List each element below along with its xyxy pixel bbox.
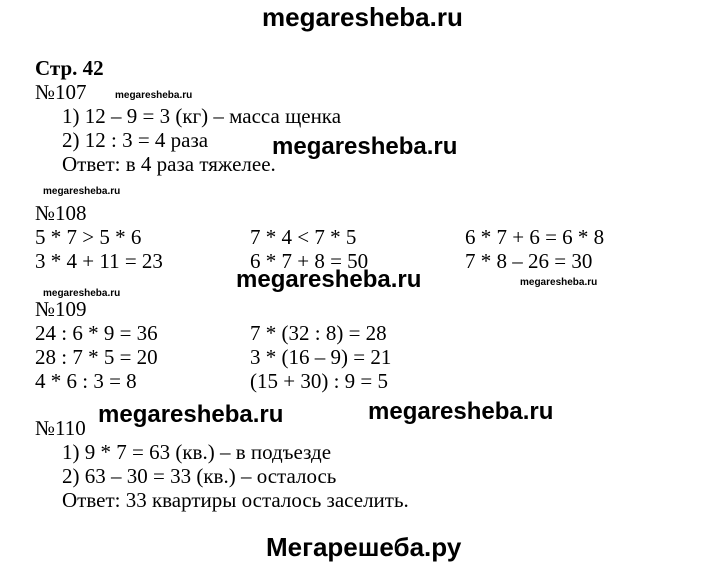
problem-107-line-2: 2) 12 : 3 = 4 раза [62, 128, 209, 152]
problem-108-number: №108 [35, 201, 87, 225]
problem-110-line-2: 2) 63 – 30 = 33 (кв.) – осталось [62, 464, 337, 488]
header-watermark: megaresheba.ru [262, 2, 463, 32]
watermark-small: megaresheba.ru [520, 277, 598, 288]
problem-109-c1-r1: 24 : 6 * 9 = 36 [35, 321, 158, 345]
watermark-big: megaresheba.ru [236, 266, 422, 293]
problem-109-number: №109 [35, 297, 87, 321]
watermark-small: megaresheba.ru [43, 288, 121, 299]
watermark-small: megaresheba.ru [43, 186, 121, 197]
problem-107-answer: Ответ: в 4 раза тяжелее. [62, 152, 276, 176]
problem-109-c2-r1: 7 * (32 : 8) = 28 [250, 321, 387, 345]
watermark-big: megaresheba.ru [98, 401, 284, 428]
problem-108-c1-r2: 3 * 4 + 11 = 23 [35, 249, 163, 273]
watermark-small: megaresheba.ru [115, 90, 193, 101]
problem-110-answer: Ответ: 33 квартиры осталось заселить. [62, 488, 409, 512]
problem-108-c2-r1: 7 * 4 < 7 * 5 [250, 225, 357, 249]
problem-108-c2-r2: 6 * 7 + 8 = 50 [250, 249, 369, 273]
watermark-big: megaresheba.ru [272, 133, 458, 160]
watermark-big: megaresheba.ru [368, 398, 554, 425]
problem-109-c2-r3: (15 + 30) : 9 = 5 [250, 369, 389, 393]
problem-110-line-1: 1) 9 * 7 = 63 (кв.) – в подъезде [62, 440, 332, 464]
problem-107-number: №107 [35, 80, 87, 104]
problem-109-c2-r2: 3 * (16 – 9) = 21 [250, 345, 392, 369]
problem-108-c3-r1: 6 * 7 + 6 = 6 * 8 [465, 225, 605, 249]
problem-108-c3-r2: 7 * 8 – 26 = 30 [465, 249, 593, 273]
footer-watermark: Мегарешеба.ру [266, 532, 462, 562]
problem-110-number: №110 [35, 416, 86, 440]
problem-107-line-1: 1) 12 – 9 = 3 (кг) – масса щенка [62, 104, 342, 128]
page-label: Стр. 42 [35, 56, 104, 80]
problem-109-c1-r2: 28 : 7 * 5 = 20 [35, 345, 158, 369]
problem-109-c1-r3: 4 * 6 : 3 = 8 [35, 369, 137, 393]
problem-108-c1-r1: 5 * 7 > 5 * 6 [35, 225, 142, 249]
